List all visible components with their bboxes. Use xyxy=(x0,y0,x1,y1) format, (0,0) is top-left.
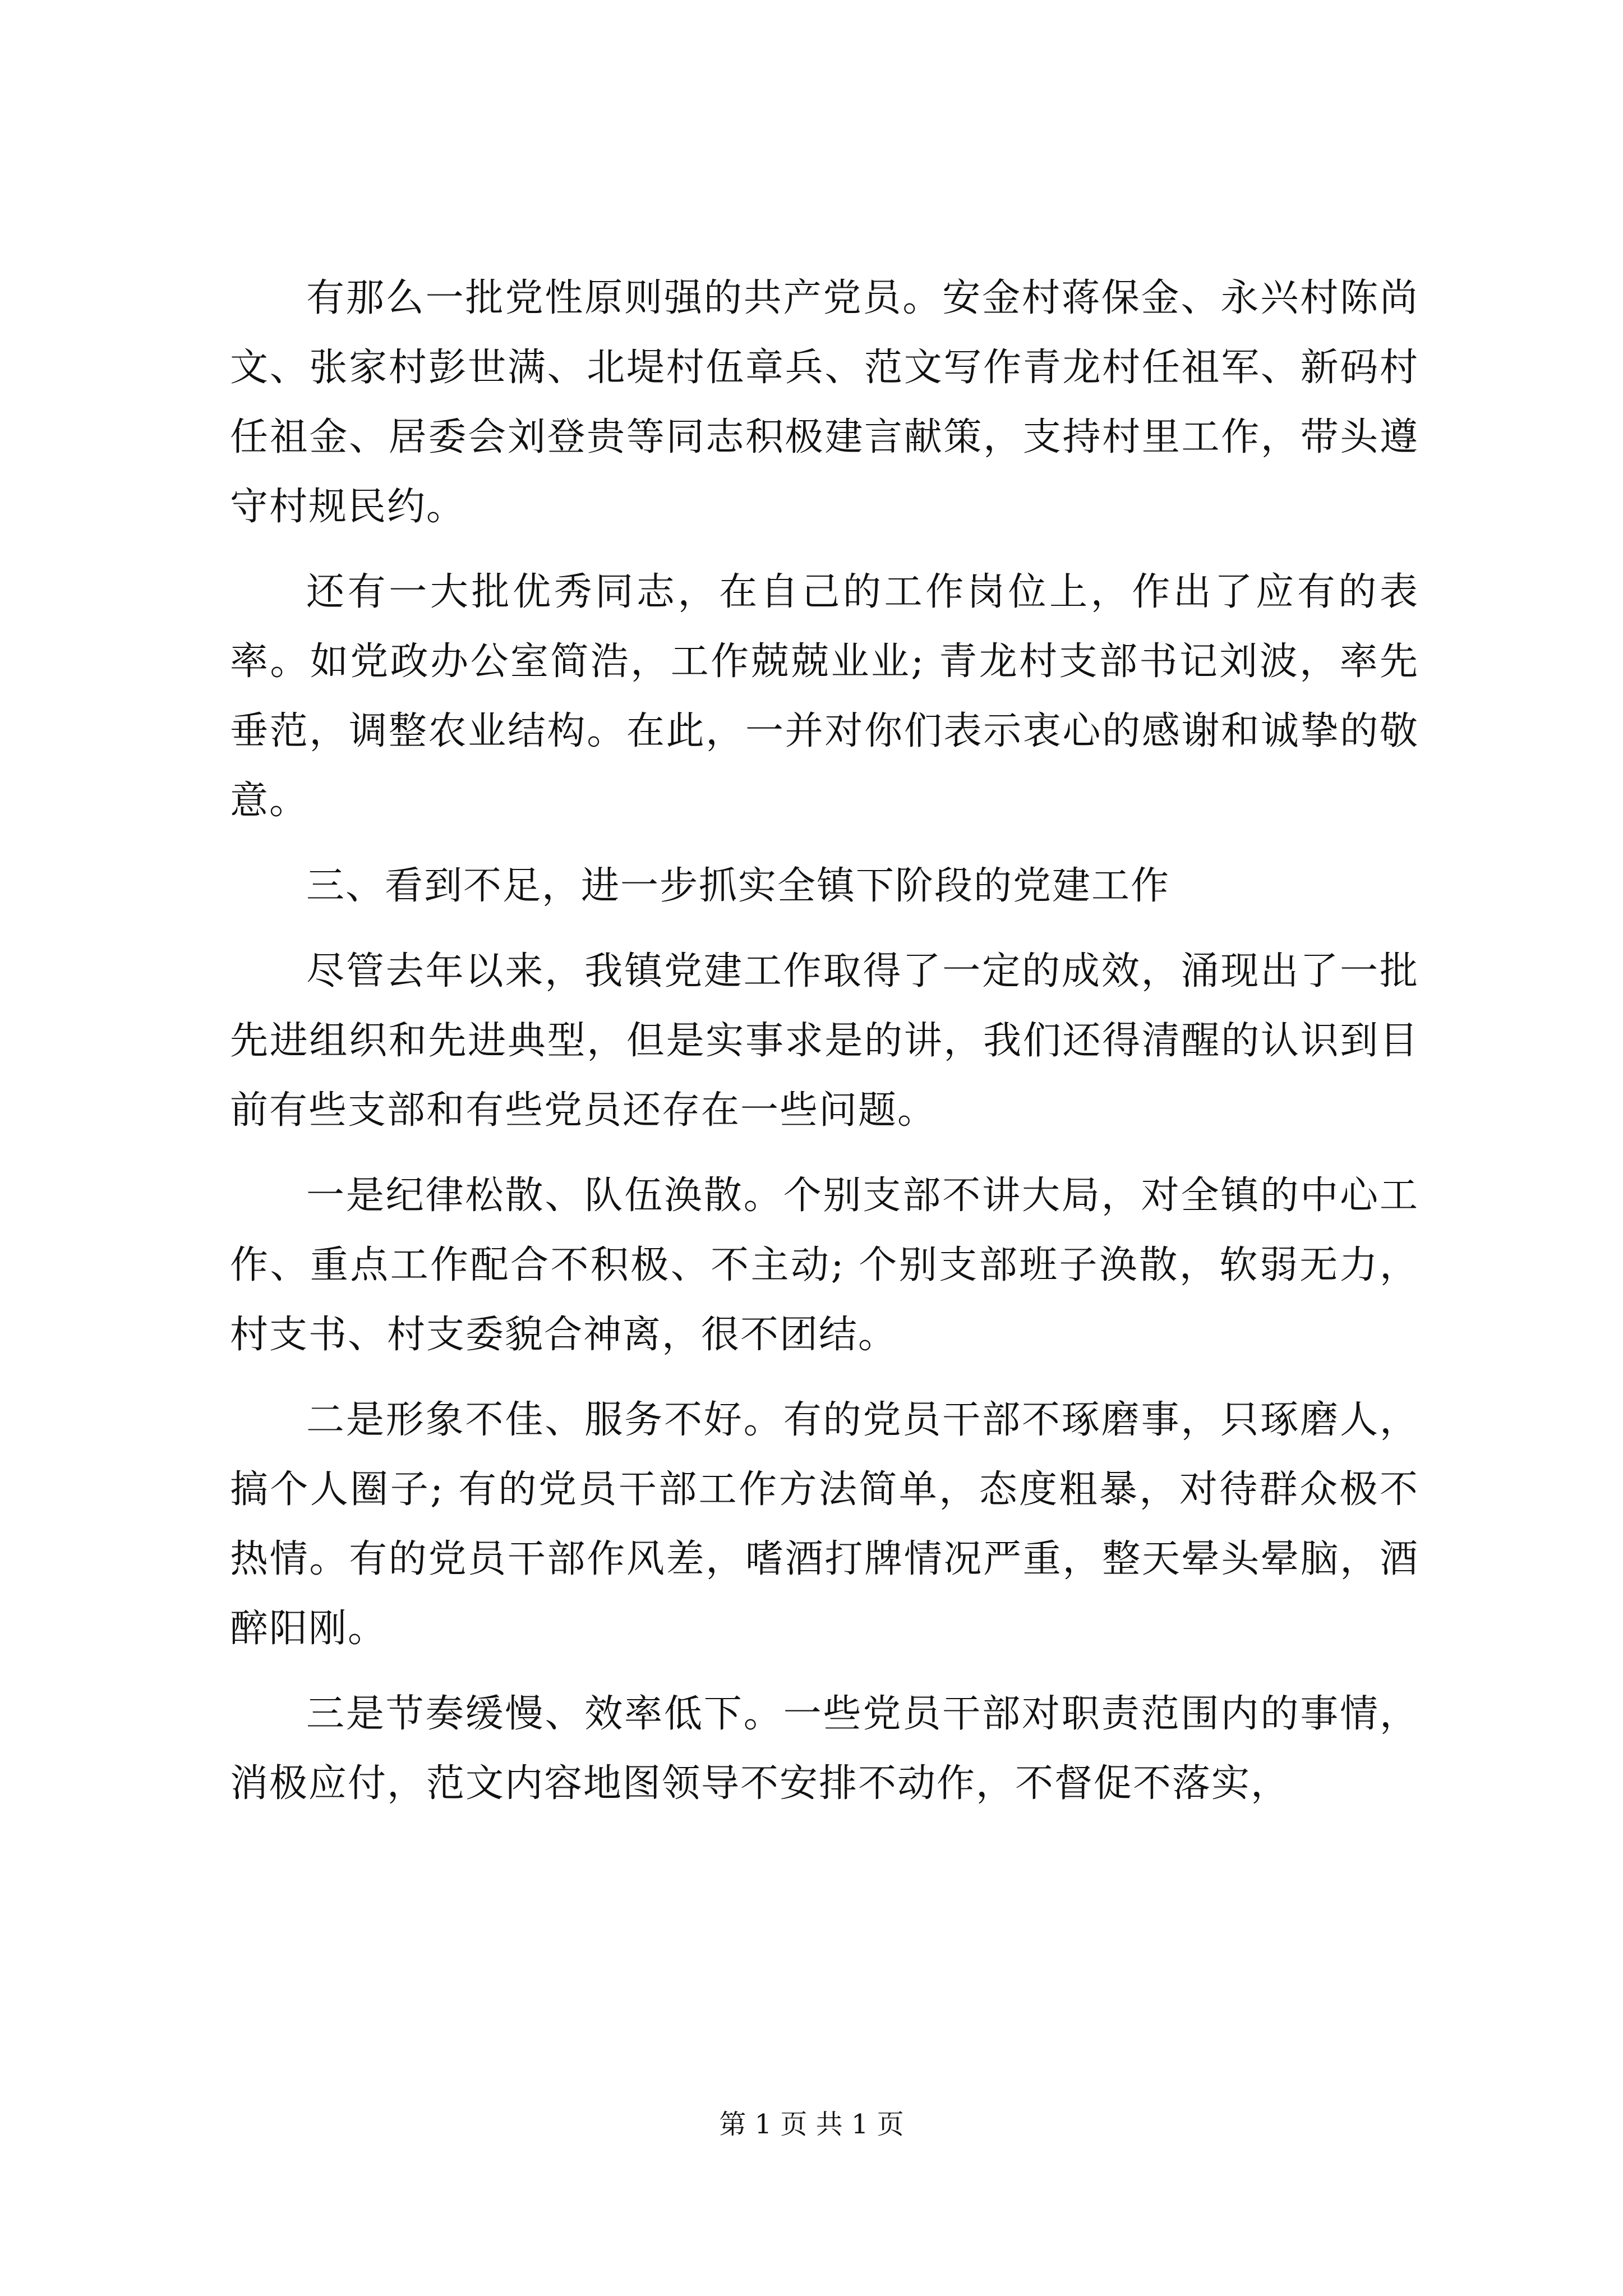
page-footer: 第 1 页 共 1 页 xyxy=(719,2109,904,2140)
paragraph-problem-efficiency: 三是节奏缓慢、效率低下。一些党员干部对职责范围内的事情，消极应付，范文内容地图领导不安排不动作，不督促不落实， xyxy=(230,1692,1419,1806)
document-body xyxy=(230,264,1419,1834)
paragraph-party-members: 有那么一批党性原则强的共产党员。安金村蒋保金、永兴村陈尚文、张家村彭世满、北堤村伍章兵、范文写作青龙村任祖军、新码村任祖金、居委会刘登贵等同志积极建言献策，支持村里工作，带头遵守村规民约。 xyxy=(230,276,1419,529)
paragraph-achievements-and-problems: 尽管去年以来，我镇党建工作取得了一定的成效，涌现出了一批先进组织和先进典型，但是实事求是的讲，我们还得清醒的认识到目前有些支部和有些党员还存在一些问题。 xyxy=(230,949,1419,1133)
paragraph-problem-image: 二是形象不佳、服务不好。有的党员干部不琢磨事，只琢磨人，搞个人圈子; 有的党员干部工作方法简单，态度粗暴，对待群众极不热情。有的党员干部作风差，嗜酒打牌情况严重，整天晕头晕脑，酒醉阳刚。 xyxy=(230,1398,1419,1651)
paragraph-outstanding-comrades: 还有一大批优秀同志，在自己的工作岗位上，作出了应有的表率。如党政办公室简浩，工作兢兢业业; 青龙村支部书记刘波，率先垂范，调整农业结构。在此，一并对你们表示衷心的感谢和诚挚的敬意。 xyxy=(230,570,1419,823)
section-heading-shortcomings: 三、看到不足，进一步抓实全镇下阶段的党建工作 xyxy=(306,864,1170,908)
paragraph-problem-discipline: 一是纪律松散、队伍涣散。个别支部不讲大局，对全镇的中心工作、重点工作配合不积极、不主动; 个别支部班子涣散，软弱无力，村支书、村支委貌合神离，很不团结。 xyxy=(230,1174,1419,1357)
